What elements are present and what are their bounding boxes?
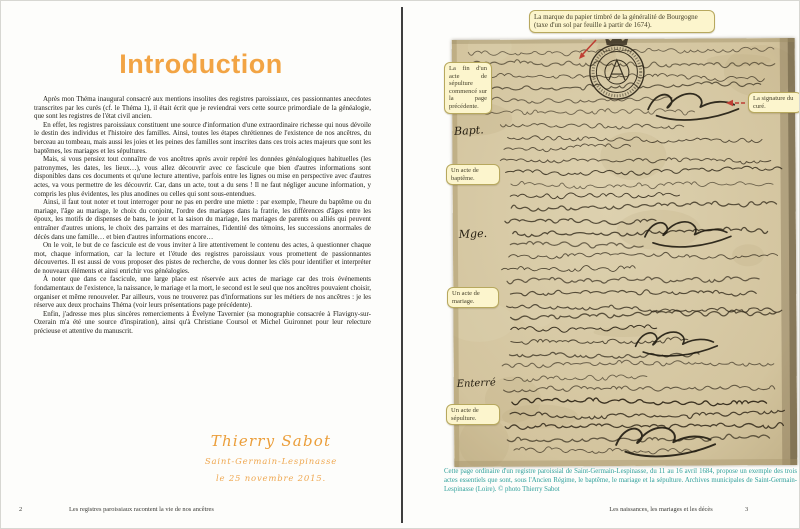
callout-burial: Un acte de sépulture. [446,404,500,425]
running-footer-left: Les registres paroissiaux racontent la vie de nos ancêtres [69,506,214,513]
page-title: Introduction [119,49,283,79]
margin-note-marriage: Mge. [458,226,488,242]
signature-place: Saint-Germain-Lespinasse [204,457,338,467]
intro-paragraph-5: On le voit, le but de ce fascicule est de vous inviter à lire attentivement le contenu des actes, à questionner chaque mot, chaque information, car la lecture et l'étude des registres paroissiaux vous promettent de passionnantes découvertes. Il est aussi de vous proposer des pistes de recherche, de vous donner les clés pour identifier et interpréter de nouveaux éléments et ainsi enrichir vos généalogies. [34,241,371,275]
running-footer-right: Les naissances, les mariages et les décès [609,506,713,513]
intro-paragraph-4: Ainsi, il faut tout noter et tout interroger pour ne pas en perdre une miette : par exemple, l'heure du baptême ou du mariage, l'âge au mariage, le choix du conjoint, l'ordre des mariages dans la fratrie, les différences d'âges entre les époux, les motifs de dispenses de bans, le jour et la saison du mariage, les mariages de parents ou alliés qui peuvent entraîner d'autres unions, le choix des parrains et des marraines, l'identité des témoins, les successions anormales de décès dans une famille… et bien d'autres informations encore… [34,198,371,241]
intro-paragraph-1: Après mon Théma inaugural consacré aux mentions insolites des registres paroissiaux, ces passionnantes anecdotes transcrites par les curés (cf. le Théma 1), il était écrit que je reviendrai vers cette source primordiale de la généalogie, que sont les registres de l'état civil ancien. [34,95,371,121]
callout-priest-signature: La signature du curé. [748,92,800,113]
callout-marriage: Un acte de mariage. [447,287,499,308]
page-left [1,1,401,529]
page-number-left: 2 [19,506,23,513]
manuscript-photo [452,38,798,467]
page-number-right: 3 [745,506,749,513]
author-signature: Thierry Sabot [210,432,332,450]
margin-note-baptism: Bapt. [453,123,485,139]
margin-note-burial: Enterré [456,377,497,391]
image-caption: Cette page ordinaire d'un registre paroissial de Saint-Germain-Lespinasse, du 11 au 16 avril 1684, propose un exemple des trois actes essentiels que sont, sous l'Ancien Régime, le baptême, le mariage et la sépulture. Archives municipales de Saint-Germain-Lespinasse (Loire). © photo Thierry Sabot [444,468,797,493]
callout-burial-end: La fin d'un acte de sépulture commencé sur la page précédente. [444,62,492,114]
callout-paper-stamp: La marque du papier timbré de la généralité de Bourgogne (taxe d'un sol par feuille à partir de 1674). [529,10,715,33]
intro-paragraph-7: Enfin, j'adresse mes plus sincères remerciements à Évelyne Tavernier (sa monographie consacrée à Flavigny-sur-Ozerain m'a été une source d'inspiration), ainsi qu'à Christiane Coursol et Michel Guironnet pour leur relecture précieuse et attentive du manuscrit. [34,309,371,336]
intro-paragraph-3: Mais, si vous pensiez tout connaître de vos ancêtres après avoir repéré les données généalogiques habituelles (les patronymes, les dates, les lieux…), vous allez découvrir avec ce fascicule que bien d'autres informations sont disponibles dans ces documents et qu'une lecture attentive, parfois entre les lignes ou mise en perspective avec d'autres actes, va vous permettre de les découvrir. Car, dans un acte, tout a du sens ! Il ne faut négliger aucune information, y compris les plus évidentes, les plus anodines ou celles qui sont sous-entendues. [34,155,371,198]
signature-block [186,432,356,484]
intro-body [34,95,371,336]
intro-paragraph-2: En effet, les registres paroissiaux constituent une source d'information d'une extraordinaire richesse qui nous dévoile le destin des individus et l'histoire des familles. Ainsi, toutes les étapes chrétiennes de l'existence de nos ancêtres, du berceau au tombeau, mais aussi les joies et les peines des familles sont inscrites dans ces trois actes majeurs que sont les baptêmes, les mariages et les sépultures. [34,120,371,155]
intro-paragraph-6: À noter que dans ce fascicule, une large place est réservée aux actes de mariage car des trois événements fondamentaux de l'existence, la naissance, le mariage et la mort, le second est le seul que nos ancêtres pouvaient choisir, organiser et même renouveler. Par ailleurs, vous ne trouverez pas d'informations sur les métiers de nos ancêtres : je les réserve aux deux prochains Théma (voir leurs présentations page précédente). [34,275,371,310]
signature-date: le 25 novembre 2015. [215,474,327,484]
callout-baptism: Un acte de baptême. [446,164,500,185]
